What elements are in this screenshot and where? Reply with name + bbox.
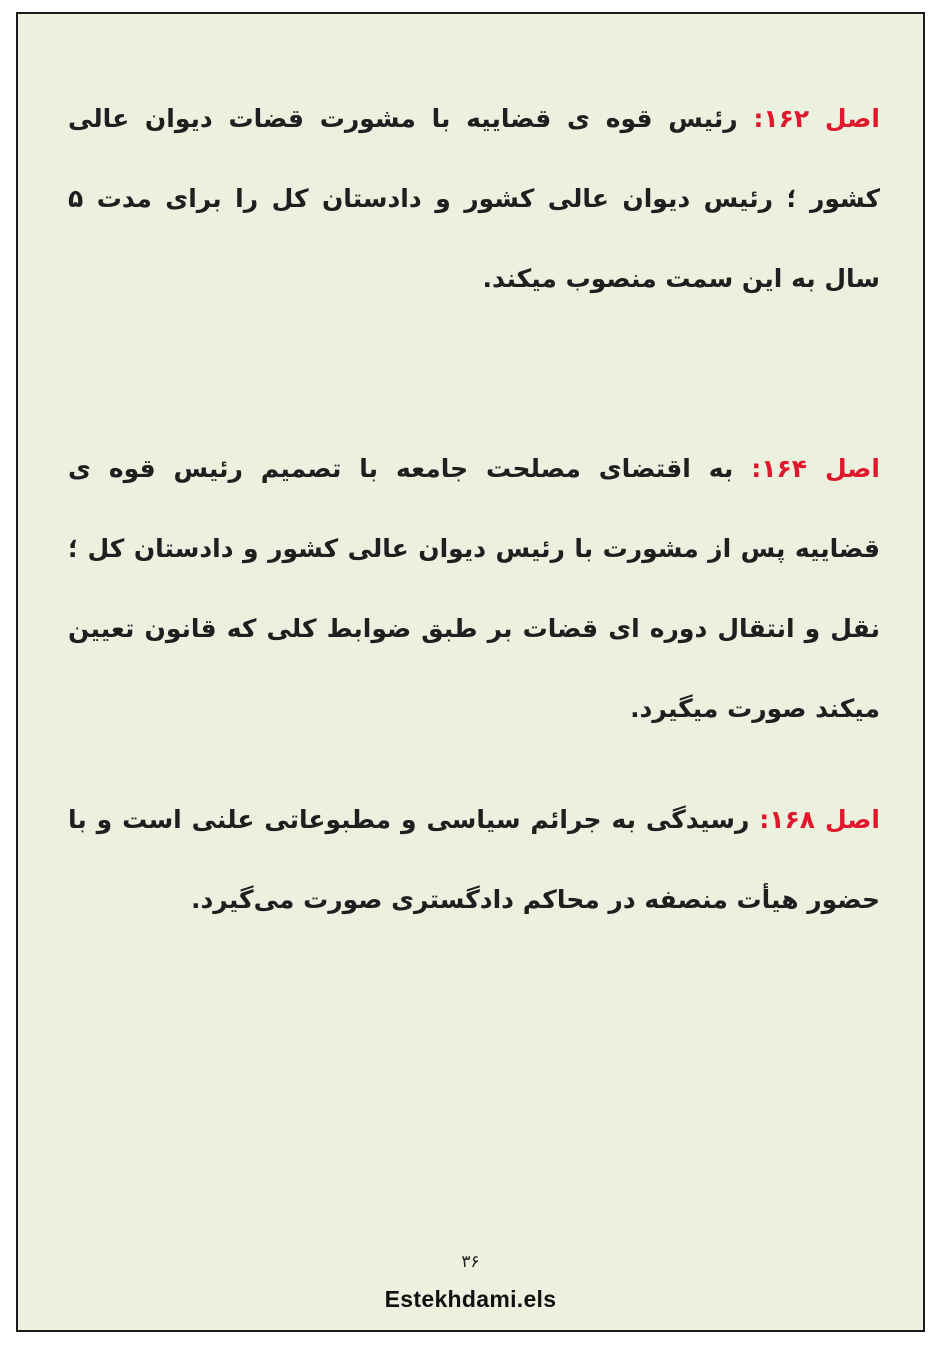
article-162 [68,79,880,319]
article-164-text: به اقتضای مصلحت جامعه با تصمیم رئیس قوه ی قضاییه پس از مشورت با رئیس دیوان عالی کشور و دادستان کل ؛ نقل و انتقال دوره ای قضات بر طبق ضوابط کلی که قانون تعیین میکند صورت میگیرد. [68,454,880,723]
article-168-text: رسیدگی به جرائم سیاسی و مطبوعاتی علنی است و با حضور هیأت منصفه در محاکم دادگستری صورت می‌گیرد. [68,805,880,914]
article-168-label: اصل ۱۶۸: [759,805,880,834]
page-number: ۳۶ [461,1252,480,1272]
article-162-text: رئیس قوه ی قضاییه با مشورت قضات دیوان عالی کشور ؛ رئیس دیوان عالی کشور و دادستان کل را برای مدت ۵ سال به این سمت منصوب میکند. [68,104,880,293]
article-164-label: اصل ۱۶۴: [751,454,880,483]
footer-brand: Estekhdami.els [384,1286,557,1312]
article-164 [68,429,880,749]
article-162-label: اصل ۱۶۲: [753,104,880,133]
document-page [16,12,925,1332]
article-168 [68,780,880,940]
